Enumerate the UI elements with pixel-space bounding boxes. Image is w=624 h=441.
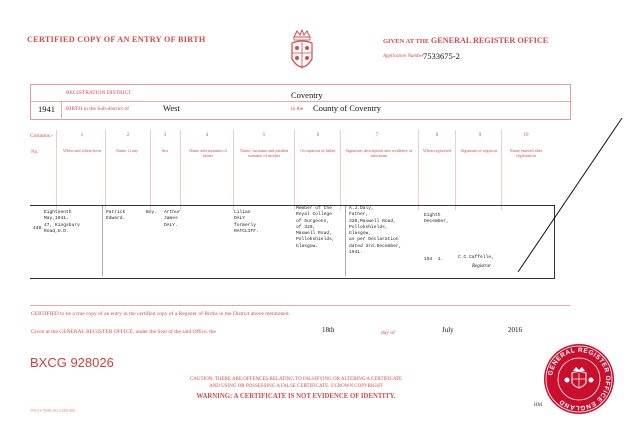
subdistrict-value: West <box>163 103 180 113</box>
column-number: 1 <box>80 133 84 138</box>
gro-seal <box>543 343 615 420</box>
district-label: REGISTRATION DISTRICT <box>66 90 132 96</box>
certified-statement: CERTIFIED to be a true copy of an entry in the certified copy of a Register of Births in the District above mentioned. <box>31 311 290 317</box>
entry-when-where-born: Eighteenth May,1941. 47, Kingsbury Road,U.D. <box>44 210 80 234</box>
column-header: When registered <box>422 148 452 153</box>
form-code: TNOTS 70000 30/15 SRN MN <box>30 409 76 413</box>
column-header: Name and surname of father <box>189 148 227 158</box>
application-number-label: Application Number <box>383 54 424 59</box>
columns-label: Columns:- <box>30 133 54 139</box>
given-year: 2016 <box>508 326 522 334</box>
svg-text:GENERAL REGISTER OFFICE ENGLAN: GENERAL REGISTER OFFICE ENGLAND <box>547 346 612 412</box>
column-header: Name, surname and maiden surname of mother <box>240 148 288 158</box>
column-number: 8 <box>435 133 439 138</box>
column-number: 10 <box>523 133 529 138</box>
seal-emblem-icon <box>543 343 615 415</box>
column-header: Name entered after registration <box>509 148 543 158</box>
entry-when-registered: Eighth December, 194 1. <box>424 213 449 263</box>
day-of-label: day of <box>381 330 395 336</box>
in-the-label: in the <box>291 106 304 112</box>
given-month: July <box>442 326 454 334</box>
certificate-title: CERTIFIED COPY OF AN ENTRY OF BIRTH <box>27 35 206 44</box>
entry-father-name: Arthur James DALY. <box>164 210 181 228</box>
column-number: 2 <box>126 133 130 138</box>
given-day: 18th <box>322 326 335 334</box>
column-number: 6 <box>316 133 320 138</box>
column-number: 7 <box>375 133 379 138</box>
given-at-label: GIVEN AT THE GENERAL REGISTER OFFICE <box>383 36 549 45</box>
entry-name: Patrick Edward. <box>106 210 126 222</box>
column-header: Occupation of father <box>300 148 336 153</box>
entry-sex: Boy. <box>146 210 158 215</box>
subdistrict-label: BIRTH in the Sub-district of <box>66 106 129 112</box>
column-number: 5 <box>262 133 266 138</box>
hm-mark: HM <box>534 403 543 408</box>
given-statement: Given at the GENERAL REGISTER OFFICE, under the Seal of the said Office, the <box>31 329 216 335</box>
column-number: 9 <box>478 133 482 138</box>
entry-father-occupation: Member of the Royal College of Surgeons, of 320, Maxwell Road, Pollokshields, Glasgow. <box>296 206 335 249</box>
column-header: When and where born <box>62 148 102 153</box>
no-header: No. <box>31 150 39 155</box>
column-number: 3 <box>163 133 167 138</box>
registration-year: 1941 <box>38 104 55 114</box>
caution-text: CAUTION: THERE ARE OFFENCES RELATING TO FALSIFYING OR ALTERING A CERTIFICATE AND USING OR POSSESSING A FALSE CERTIFICATE. ©CROWN COPYRIGHT <box>189 377 403 389</box>
entry-informant: A.J.Daly, Father, 320,Maxwell Road, Pollokshields, Glasgow, as per Declaration dated 3rd.December, 1941. <box>349 206 402 256</box>
district-value: Coventry <box>291 90 323 100</box>
certificate-serial: BXCG 928026 <box>30 355 114 370</box>
entry-registrar-role: Registrar <box>472 264 491 269</box>
column-header: Sex <box>161 148 169 153</box>
entry-registrar-signature: C.C.Caffelle, <box>458 255 494 260</box>
column-header: Name, if any <box>115 148 139 153</box>
entry-mother-name: Lilian DALY formerly RATCLIFF. <box>234 210 259 234</box>
application-number: 7533675-2 <box>423 51 460 61</box>
county-value: County of Coventry <box>313 103 381 113</box>
column-header: Signature of registrar <box>460 148 498 153</box>
warning-text: WARNING: A CERTIFICATE IS NOT EVIDENCE OF IDENTITY. <box>196 393 396 400</box>
column-header: Signature, description and residence of informant <box>345 148 413 158</box>
column-number: 4 <box>205 133 209 138</box>
entry-number: 440. <box>33 226 45 231</box>
